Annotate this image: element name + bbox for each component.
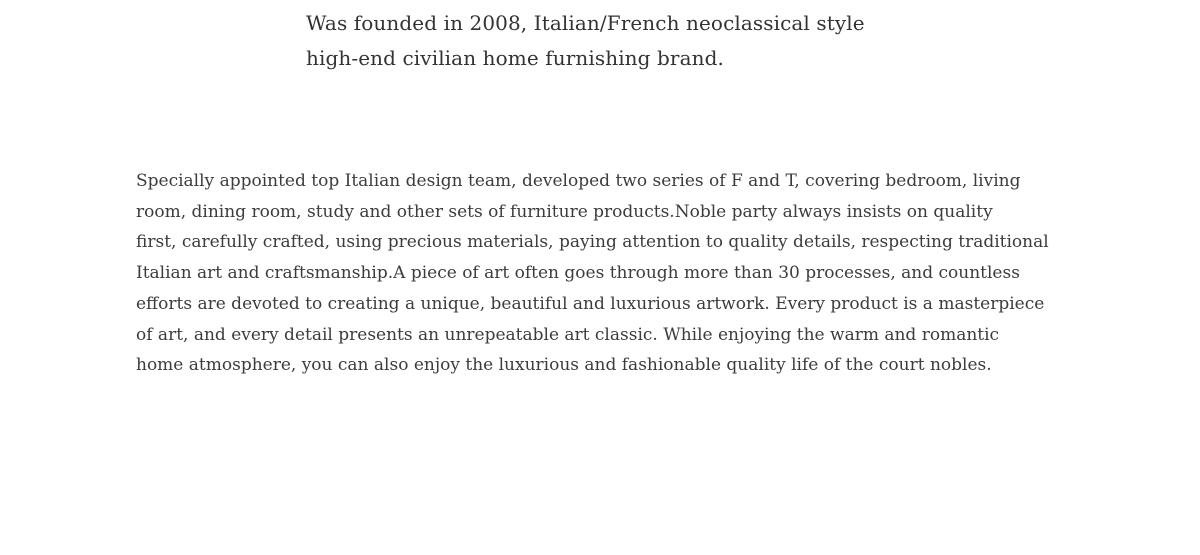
description-line: room, dining room, study and other sets of furniture products.Noble party always insists on quality xyxy=(136,201,993,222)
intro-line: Was founded in 2008, Italian/French neoclassical style xyxy=(306,11,865,35)
brand-intro-heading xyxy=(306,6,1126,76)
description-line: of art, and every detail presents an unrepeatable art classic. While enjoying the warm and romantic xyxy=(136,324,1000,345)
description-line: home atmosphere, you can also enjoy the luxurious and fashionable quality life of the court nobles. xyxy=(136,355,992,376)
description-line: first, carefully crafted, using precious materials, paying attention to quality details, respecting traditional xyxy=(136,232,1049,253)
brand-description-paragraph xyxy=(136,166,1186,381)
description-line: efforts are devoted to creating a unique, beautiful and luxurious artwork. Every product is a masterpiece xyxy=(136,293,1045,314)
intro-line: high-end civilian home furnishing brand. xyxy=(306,46,724,70)
description-line: Specially appointed top Italian design team, developed two series of F and T, covering bedroom, living xyxy=(136,171,1021,191)
description-line: Italian art and craftsmanship.A piece of art often goes through more than 30 processes, and countless xyxy=(136,263,1020,284)
